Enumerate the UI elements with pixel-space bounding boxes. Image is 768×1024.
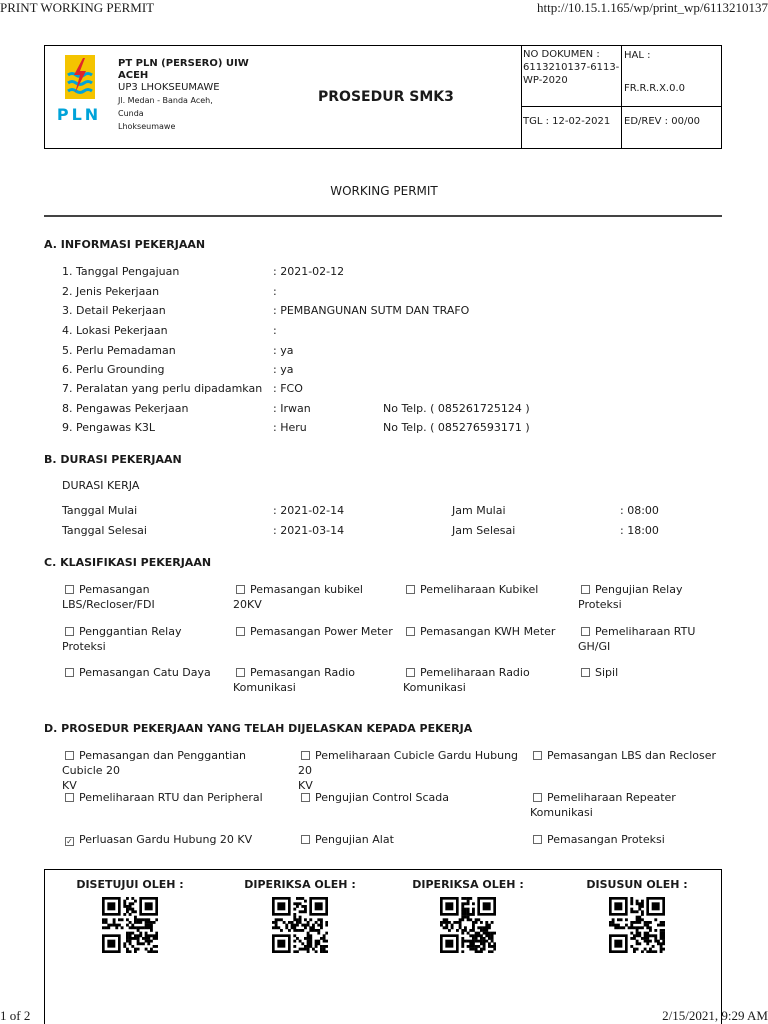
end-date-label: Tanggal Selesai — [62, 524, 147, 537]
checkbox-item[interactable] — [62, 790, 290, 805]
checkbox-item[interactable] — [578, 582, 738, 612]
info-row-label: 7. Peralatan yang perlu dipadamkan — [62, 382, 263, 395]
checkbox-icon[interactable] — [581, 668, 590, 677]
checkbox-label: Pemasangan Proteksi — [547, 833, 665, 846]
section-b-title: B. DURASI PEKERJAAN — [44, 453, 182, 466]
info-row-value: : 2021-02-12 — [273, 265, 345, 278]
checkbox-label: Pemeliharaan Radio — [420, 666, 530, 679]
checkbox-icon[interactable] — [406, 668, 415, 677]
checkbox-label-line2: KV — [298, 779, 313, 792]
end-time-label: Jam Selesai — [452, 524, 516, 537]
info-row-value: : Heru — [273, 421, 307, 434]
checkbox-label: Pemasangan LBS dan Recloser — [547, 749, 717, 762]
info-row-value: : ya — [273, 363, 294, 376]
checkbox-item[interactable] — [298, 748, 526, 793]
checkbox-icon[interactable] — [581, 627, 590, 636]
start-date-value: : 2021-02-14 — [273, 504, 345, 517]
checkbox-item[interactable] — [530, 790, 758, 820]
signature-label: DIPERIKSA OLEH : — [412, 878, 524, 891]
qr-code-icon — [102, 897, 158, 953]
info-row-phone: No Telp. ( 085276593171 ) — [383, 421, 530, 434]
checkbox-icon[interactable] — [581, 585, 590, 594]
checkbox-label: Pemasangan KWH Meter — [420, 625, 556, 638]
print-page-url: http://10.15.1.165/wp/print_wp/6113210137 — [537, 0, 768, 15]
checkbox-label: Pengujian Relay — [595, 583, 683, 596]
checkbox-label: Pemasangan — [79, 583, 150, 596]
checkbox-icon[interactable] — [65, 668, 74, 677]
info-row-value: : — [273, 285, 277, 298]
checkbox-label: Pemeliharaan Kubikel — [420, 583, 539, 596]
checkbox-label-line2: GH/GI — [578, 640, 611, 653]
info-row-label: 5. Perlu Pemadaman — [62, 344, 176, 357]
duration-subtitle: DURASI KERJA — [62, 479, 140, 492]
signature-label: DIPERIKSA OLEH : — [244, 878, 356, 891]
checkbox-item[interactable] — [403, 582, 563, 597]
info-row-value: : ya — [273, 344, 294, 357]
qr-code-icon — [609, 897, 665, 953]
checkbox-item[interactable] — [62, 748, 290, 793]
section-a-title: A. INFORMASI PEKERJAAN — [44, 238, 206, 251]
checkbox-label-line2: Proteksi — [578, 598, 622, 611]
checkbox-item[interactable] — [233, 665, 393, 695]
doc-no-line1: 6113210137-6113- — [523, 62, 620, 73]
checkbox-item[interactable] — [578, 624, 738, 654]
checkbox-label-line2: Komunikasi — [403, 681, 466, 694]
info-row-label: 3. Detail Pekerjaan — [62, 304, 166, 317]
document-number-block — [523, 48, 619, 87]
checkbox-item[interactable] — [403, 624, 563, 639]
logo-text: PLN — [56, 105, 102, 124]
checkbox-label-line2: Komunikasi — [530, 806, 593, 819]
checkbox-label: Sipil — [595, 666, 619, 679]
checkbox-icon[interactable] — [301, 835, 310, 844]
company-info — [118, 58, 249, 133]
checkbox-icon[interactable] — [236, 668, 245, 677]
checkbox-item[interactable] — [530, 748, 758, 763]
print-timestamp: 2/15/2021, 9:29 AM — [662, 1008, 768, 1023]
checkbox-item[interactable] — [233, 624, 393, 639]
info-row-value: : FCO — [273, 382, 303, 395]
end-time-value: : 18:00 — [620, 524, 659, 537]
checkbox-label: Pemasangan Power Meter — [250, 625, 393, 638]
checkbox-checked-icon[interactable]: ✓ — [66, 837, 73, 846]
company-name-line1: PT PLN (PERSERO) UIW — [118, 58, 249, 69]
checkbox-icon[interactable] — [406, 627, 415, 636]
document-title: WORKING PERMIT — [330, 184, 438, 198]
hal-field: HAL : — [624, 50, 651, 61]
end-date-value: : 2021-03-14 — [273, 524, 345, 537]
form-code: FR.R.R.X.0.0 — [624, 83, 685, 94]
checkbox-label: Pemeliharaan Cubicle Gardu Hubung 20 — [298, 749, 519, 777]
info-row-phone: No Telp. ( 085261725124 ) — [383, 402, 530, 415]
info-row-label: 2. Jenis Pekerjaan — [62, 285, 160, 298]
company-unit: UP3 LHOKSEUMAWE — [118, 82, 220, 93]
checkbox-label-line2: LBS/Recloser/FDI — [62, 598, 155, 611]
checkbox-label: Pemasangan dan Penggantian Cubicle 20 — [62, 749, 247, 777]
print-page-indicator: 1 of 2 — [0, 1008, 31, 1023]
signature-label: DISUSUN OLEH : — [586, 878, 688, 891]
info-row-label: 8. Pengawas Pekerjaan — [62, 402, 189, 415]
checkbox-icon[interactable] — [65, 751, 74, 760]
checkbox-item[interactable] — [578, 665, 738, 680]
start-time-value: : 08:00 — [620, 504, 659, 517]
checkbox-label: Pemeliharaan RTU dan Peripheral — [79, 791, 263, 804]
company-address-line1: Jl. Medan - Banda Aceh, — [118, 96, 213, 105]
info-row-label: 1. Tanggal Pengajuan — [62, 265, 180, 278]
qr-code-icon — [440, 897, 496, 953]
signature-label: DISETUJUI OLEH : — [76, 878, 184, 891]
checkbox-label: Pemeliharaan Repeater — [547, 791, 676, 804]
checkbox-label-line2: Komunikasi — [233, 681, 296, 694]
checkbox-icon[interactable] — [301, 751, 310, 760]
doc-no-label: NO DOKUMEN : — [523, 49, 600, 60]
checkbox-icon[interactable] — [236, 627, 245, 636]
checkbox-label: Perluasan Gardu Hubung 20 KV — [79, 833, 253, 846]
info-row-value: : PEMBANGUNAN SUTM DAN TRAFO — [273, 304, 470, 317]
company-address-line3: Lhokseumawe — [118, 122, 176, 131]
checkbox-item[interactable] — [62, 624, 222, 654]
checkbox-item[interactable] — [233, 582, 393, 612]
checkbox-label: Pengujian Control Scada — [315, 791, 450, 804]
checkbox-icon[interactable] — [65, 627, 74, 636]
checkbox-label: Pemasangan Radio — [250, 666, 356, 679]
checkbox-icon[interactable] — [533, 793, 542, 802]
checkbox-item[interactable] — [530, 832, 758, 847]
checkbox-item[interactable] — [62, 582, 222, 612]
info-row-value: : Irwan — [273, 402, 311, 415]
company-address-line2: Cunda — [118, 109, 144, 118]
company-name-line2: ACEH — [118, 70, 149, 81]
checkbox-label: Pemasangan kubikel 20KV — [233, 583, 363, 611]
section-d-title: D. PROSEDUR PEKERJAAN YANG TELAH DIJELASKAN KEPADA PEKERJA — [44, 722, 473, 735]
start-date-label: Tanggal Mulai — [62, 504, 138, 517]
section-c-title: C. KLASIFIKASI PEKERJAAN — [44, 556, 212, 569]
document-date: TGL : 12-02-2021 — [523, 116, 611, 127]
checkbox-icon[interactable] — [406, 585, 415, 594]
checkbox-icon[interactable] — [65, 585, 74, 594]
checkbox-icon[interactable] — [533, 835, 542, 844]
checkbox-item[interactable] — [62, 832, 290, 847]
checkbox-item[interactable] — [62, 665, 222, 680]
procedure-title: PROSEDUR SMK3 — [318, 89, 454, 105]
info-row-label: 6. Perlu Grounding — [62, 363, 165, 376]
checkbox-label: Penggantian Relay Proteksi — [62, 625, 182, 653]
checkbox-label: Pengujian Alat — [315, 833, 394, 846]
checkbox-icon[interactable] — [301, 793, 310, 802]
doc-no-line2: WP-2020 — [523, 75, 568, 86]
checkbox-item[interactable] — [403, 665, 563, 695]
checkbox-icon[interactable] — [65, 793, 74, 802]
checkbox-label: Pemasangan Catu Daya — [79, 666, 211, 679]
checkbox-icon[interactable] — [236, 585, 245, 594]
info-row-label: 4. Lokasi Pekerjaan — [62, 324, 168, 337]
start-time-label: Jam Mulai — [452, 504, 506, 517]
qr-code-icon — [272, 897, 328, 953]
info-row-label: 9. Pengawas K3L — [62, 421, 156, 434]
edition-revision: ED/REV : 00/00 — [624, 116, 701, 127]
checkbox-item[interactable] — [298, 832, 526, 847]
info-row-value: : — [273, 324, 277, 337]
checkbox-label: Pemeliharaan RTU — [595, 625, 696, 638]
title-divider — [44, 215, 722, 217]
checkbox-label-line2: KV — [62, 779, 77, 792]
checkbox-item[interactable] — [298, 790, 526, 805]
print-page-title: PRINT WORKING PERMIT — [0, 0, 155, 15]
checkbox-icon[interactable] — [533, 751, 542, 760]
